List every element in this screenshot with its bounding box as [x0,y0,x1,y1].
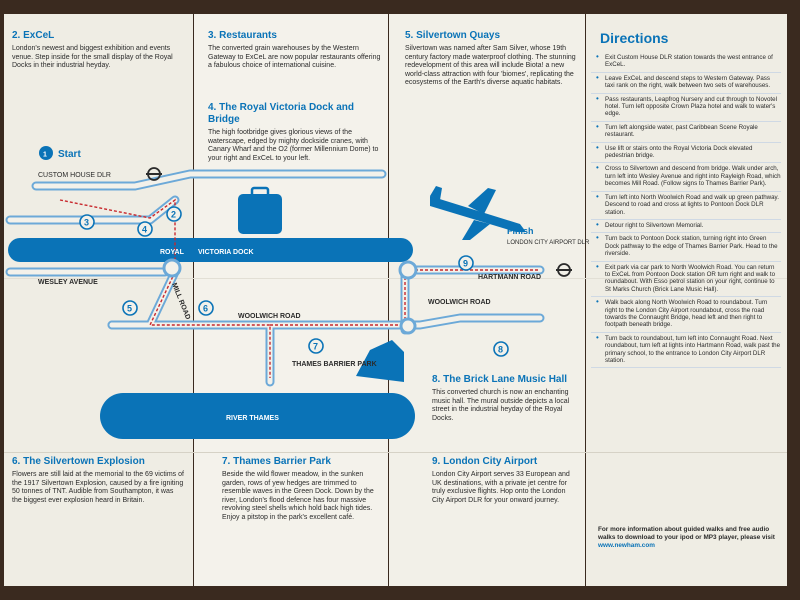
marker-5 [123,301,137,315]
section-title: 2. ExCeL [12,30,55,41]
direction-step: • Turn left into North Woolwich Road and walk up green pathway. Descend to road and cross at lights to Pontoon Dock DLR station. [591,192,781,220]
marker-8 [494,342,508,356]
direction-step: • Exit park via car park to North Woolwich Road. You can return to ExCeL from Pontoon Dock station OR turn right and walk to roundabout. With Esso petrol station on your right, continue to St Marks Church (Brick Lane Music Hall). [591,262,781,298]
direction-step: • Cross to Silvertown and descend from bridge. Walk under arch, turn left into Wesley Avenue and right into Rayleigh Road, which becomes Mill Road. (Follow signs to Thames Barrier Park). [591,163,781,191]
section-title: 5. Silvertown Quays [405,30,501,41]
direction-step: • Use lift or stairs onto the Royal Victoria Dock elevated pedestrian bridge. [591,143,781,164]
direction-step: • Walk back along North Woolwich Road to roundabout. Turn right to the London City Airport roundabout, cross the road towards the Connaught Bridge, head left and then right to footpath beneath bridge. [591,297,781,333]
river-thames-label: RIVER THAMES [226,415,279,422]
section-title: 6. The Silvertown Explosion [12,456,145,467]
direction-step: • Detour right to Silvertown Memorial. [591,220,781,233]
thames-barrier-park-label: THAMES BARRIER PARK [292,361,377,368]
footer-link[interactable]: www.newham.com [598,542,655,549]
woolwich-road-label-2: WOOLWICH ROAD [428,299,491,306]
marker-9 [459,256,473,270]
section-body: This converted church is now an enchanting music hall. The mural outside depicts a local street in the industrial heyday of the Royal Docks. [432,389,570,422]
section-title: 4. The Royal Victoria Dock and Bridge [208,102,354,125]
svg-text:3: 3 [84,217,90,228]
section-title: 7. Thames Barrier Park [222,456,331,467]
custom-house-label: CUSTOM HOUSE DLR [38,172,111,179]
section-title: 9. London City Airport [432,456,538,467]
section-title: 8. The Brick Lane Music Hall [432,374,568,385]
section-body: London's newest and biggest exhibition and events venue. Step inside for the small display of the Royal Docks in their industrial heyday. [12,45,173,70]
footer-text: For more information about guided walks and free audio walks to download to your ipod or MP3 player, please visit [598,526,775,541]
section-body: The high footbridge gives glorious views of the waterscape, edged by mighty dockside cranes, with Canary Wharf and the O2 (former Millennium Dome) to your right and ExCeL to your left. [208,129,379,162]
dlr-roundel-icon [556,264,572,276]
victoria-dock-label: VICTORIA DOCK [198,249,254,256]
section-body: The converted grain warehouses by the Western Gateway to ExCeL are now popular restaurants offering a fabulous choice of international cuisine. [208,45,381,70]
walking-route [60,200,540,378]
marker-1 [39,146,53,160]
section-body: Flowers are still laid at the memorial to the 69 victims of the 1917 Silvertown Explosion, caused by a fire igniting 50 tonnes of TNT. Audible from Southampton, it was the biggest ever explosion heard in Britain. [12,471,184,504]
mill-road-label: MILL ROAD [170,282,192,321]
london-city-airport-dlr-label: LONDON CITY AIRPORT DLR [507,240,590,246]
svg-text:9: 9 [463,258,469,269]
roundabout [400,262,416,278]
svg-text:8: 8 [498,344,504,355]
direction-step: • Turn back to Pontoon Dock station, turning right into Green Dock pathway to the edge of Thames Barrier Park. Head to the riverside. [591,233,781,261]
direction-step: • Exit Custom House DLR station towards the west entrance of ExCeL. [591,52,781,73]
direction-step: • Turn back to roundabout, turn left into Connaught Road. Next roundabout, turn left at lights into Hartmann Road, walk past the primary school, to the entrance to London City Airport DLR station. [591,333,781,369]
svg-text:4: 4 [142,224,148,235]
hartmann-road-label: HARTMANN ROAD [478,274,541,281]
svg-text:2: 2 [171,209,177,220]
marker-2 [167,207,181,221]
direction-step: • Pass restaurants, Leapfrog Nursery and cut through to Novotel hotel. Turn left opposite Crown Plaza hotel and walk to water's edge. [591,94,781,122]
marker-4 [138,222,152,236]
start-label: Start [58,149,81,160]
direction-step: • Leave ExCeL and descend steps to Western Gateway. Pass taxi rank on the right, walk between two sets of warehouses. [591,73,781,94]
svg-text:6: 6 [203,303,209,314]
royal-label: ROYAL [160,249,184,256]
direction-step: • Turn left alongside water, past Caribbean Scene Royale restaurant. [591,122,781,143]
roundabout [164,260,180,276]
marker-7 [309,339,323,353]
svg-text:1: 1 [43,151,47,159]
roundabout [401,319,415,333]
finish-label: Finish [507,226,534,236]
luggage-icon [238,194,282,234]
directions-title: Directions [600,30,669,46]
section-body: London City Airport serves 33 European and UK destinations, with a private jet centre for truly exclusive flights. Hop onto the London City Airport DLR for your onward journey. [432,471,570,504]
woolwich-road-label: WOOLWICH ROAD [238,313,301,320]
section-body: Beside the wild flower meadow, in the sunken garden, rows of yew hedges are trimmed to resemble waves in the Green Dock. Down by the river, London's flood defence has four massive revolving steel shells which hold back high tides. Enjoy a pitstop in the park's excellent café. [222,471,374,521]
section-body: Silvertown was named after Sam Silver, whose 19th century factory made waterproof clothing. The stunning redevelopment of this area will include Biota! a new world-class attraction with four 'biomes', replicating the ecosystems of the Earth's diverse aquatic habitats. [405,45,576,87]
svg-text:7: 7 [313,341,319,352]
marker-6 [199,301,213,315]
marker-3 [80,215,94,229]
svg-text:5: 5 [127,303,133,314]
wesley-avenue-label: WESLEY AVENUE [38,279,98,286]
section-title: 3. Restaurants [208,30,277,41]
